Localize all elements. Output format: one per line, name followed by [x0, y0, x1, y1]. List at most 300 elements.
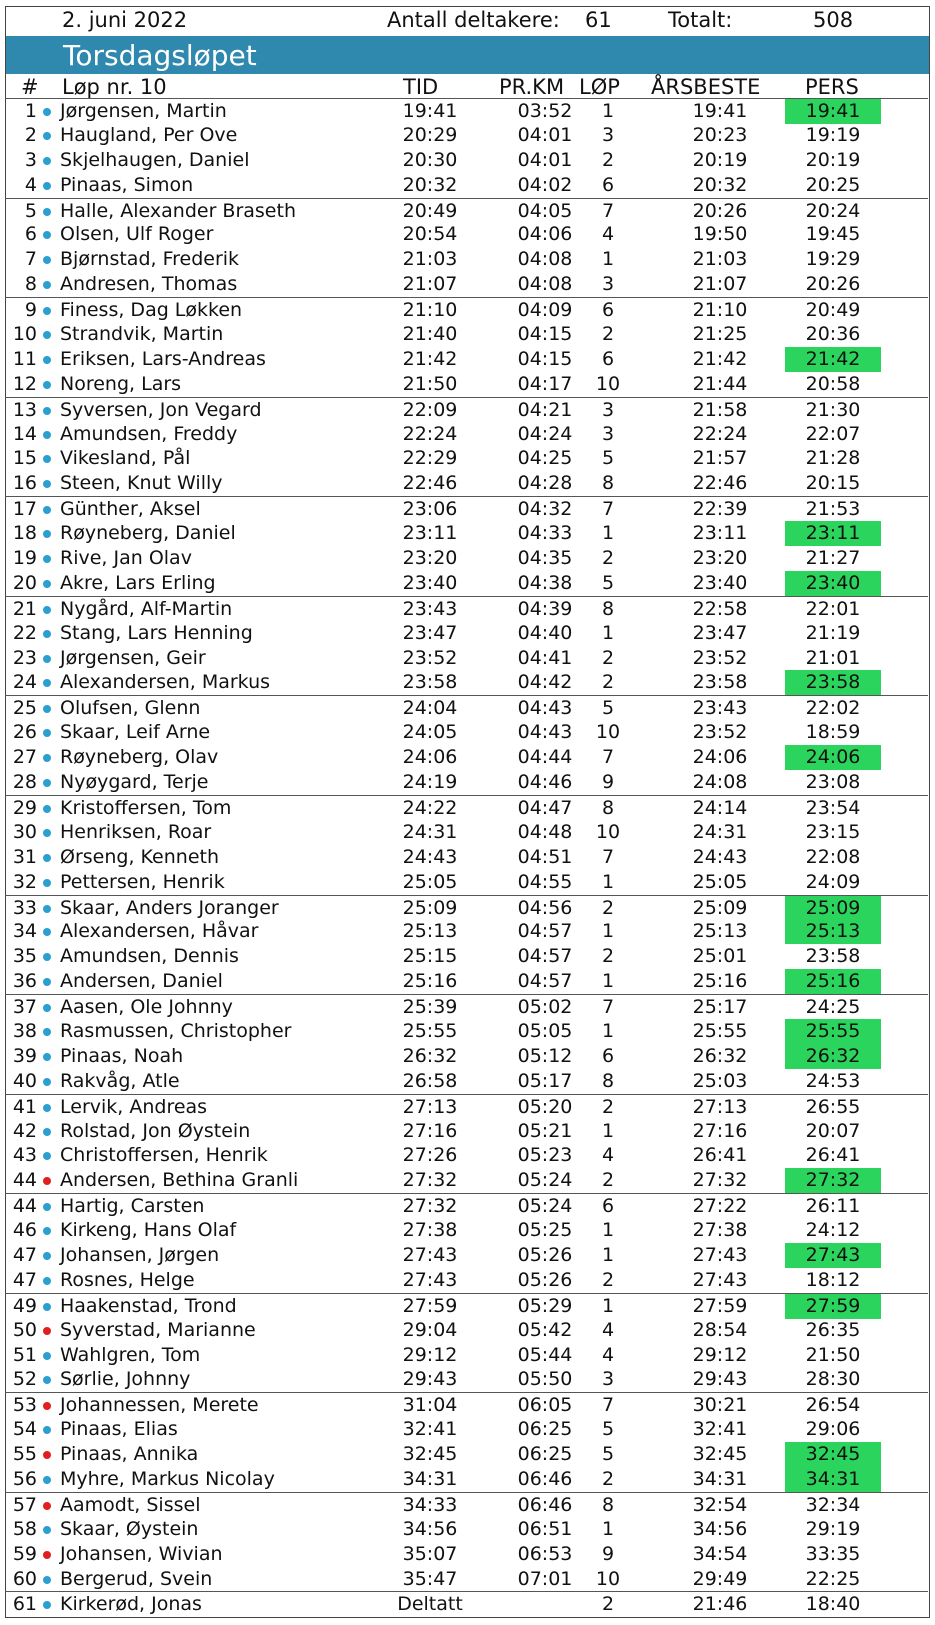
pace-cell: 04:48	[517, 820, 573, 843]
time-cell: 23:40	[402, 571, 458, 594]
rank-cell: 21	[12, 597, 37, 620]
table-row	[5, 496, 928, 521]
pace-cell: 05:26	[517, 1243, 573, 1266]
name-cell: Haugland, Per Ove	[60, 123, 238, 146]
personal-best-cell: 20:07	[805, 1119, 861, 1142]
runs-cell: 1	[601, 1294, 615, 1317]
personal-best-cell: 22:07	[805, 422, 861, 445]
time-cell: 22:24	[402, 422, 458, 445]
race-date: 2. juni 2022	[62, 8, 188, 32]
male-dot-icon	[43, 580, 51, 588]
personal-best-cell: 32:45	[785, 1442, 881, 1467]
rank-cell: 29	[12, 796, 37, 819]
pace-cell: 04:32	[517, 498, 573, 521]
name-cell: Olsen, Ulf Roger	[60, 223, 214, 246]
male-dot-icon	[43, 307, 51, 315]
male-dot-icon	[43, 655, 51, 663]
runs-cell: 2	[601, 646, 615, 669]
time-cell: 27:26	[402, 1144, 458, 1167]
table-row	[5, 148, 928, 173]
season-best-cell: 22:58	[692, 597, 748, 620]
male-dot-icon	[43, 182, 51, 190]
table-row	[5, 720, 928, 745]
table-row	[5, 272, 928, 297]
male-dot-icon	[43, 555, 51, 563]
runs-cell: 9	[601, 771, 615, 794]
rank-cell: 53	[12, 1394, 37, 1417]
rank-cell: 6	[24, 223, 37, 246]
pace-cell: 05:17	[517, 1069, 573, 1092]
male-dot-icon	[43, 1104, 51, 1112]
runs-cell: 8	[601, 1069, 615, 1092]
table-row	[5, 870, 928, 895]
male-dot-icon	[43, 1601, 51, 1609]
time-cell: 21:03	[402, 248, 458, 271]
personal-best-cell: 23:40	[785, 571, 881, 596]
table-row	[5, 521, 928, 546]
runs-cell: 6	[601, 173, 615, 196]
personal-best-cell: 20:49	[805, 299, 861, 322]
pace-cell: 04:01	[517, 123, 573, 146]
personal-best-cell: 25:16	[785, 969, 881, 994]
pace-cell: 06:46	[517, 1493, 573, 1516]
personal-best-cell: 34:31	[785, 1467, 881, 1492]
time-cell: 27:38	[402, 1219, 458, 1242]
season-best-cell: 21:46	[692, 1593, 748, 1616]
season-best-cell: 27:13	[692, 1095, 748, 1118]
name-cell: Skaar, Anders Joranger	[60, 896, 279, 919]
rank-cell: 50	[12, 1318, 37, 1341]
runs-cell: 5	[601, 1443, 615, 1466]
rank-cell: 61	[12, 1593, 37, 1616]
personal-best-cell: 19:45	[805, 223, 861, 246]
summary-line	[5, 8, 928, 36]
rank-cell: 8	[24, 273, 37, 296]
time-cell: 25:09	[402, 896, 458, 919]
name-cell: Rasmussen, Christopher	[60, 1019, 292, 1042]
rank-cell: 18	[12, 522, 37, 545]
name-cell: Steen, Knut Willy	[60, 472, 223, 495]
pace-cell: 05:44	[517, 1343, 573, 1366]
name-cell: Andresen, Thomas	[60, 273, 238, 296]
table-row	[5, 1367, 928, 1392]
season-best-cell: 25:09	[692, 896, 748, 919]
rank-cell: 7	[24, 248, 37, 271]
personal-best-cell: 20:58	[805, 372, 861, 395]
table-row	[5, 1318, 928, 1343]
time-cell: 20:32	[402, 173, 458, 196]
season-best-cell: 23:40	[692, 571, 748, 594]
runs-cell: 8	[601, 1493, 615, 1516]
male-dot-icon	[43, 705, 51, 713]
rank-cell: 60	[12, 1567, 37, 1590]
pace-cell: 05:12	[517, 1044, 573, 1067]
rank-cell: 19	[12, 547, 37, 570]
table-row	[5, 1517, 928, 1542]
season-best-cell: 32:45	[692, 1443, 748, 1466]
time-cell: 25:13	[402, 920, 458, 943]
male-dot-icon	[43, 1152, 51, 1160]
personal-best-cell: 20:36	[805, 323, 861, 346]
female-dot-icon	[43, 1451, 51, 1459]
season-best-cell: 21:10	[692, 299, 748, 322]
season-best-cell: 21:07	[692, 273, 748, 296]
season-best-cell: 25:01	[692, 945, 748, 968]
season-best-cell: 25:03	[692, 1069, 748, 1092]
table-row	[5, 198, 928, 223]
pace-cell: 04:57	[517, 970, 573, 993]
runs-cell: 3	[601, 422, 615, 445]
rank-cell: 22	[12, 621, 37, 644]
time-cell: 24:31	[402, 820, 458, 843]
season-best-cell: 24:31	[692, 820, 748, 843]
total-label: Totalt:	[668, 8, 733, 32]
personal-best-cell: 24:12	[805, 1219, 861, 1242]
runs-cell: 2	[601, 896, 615, 919]
male-dot-icon	[43, 381, 51, 389]
runs-cell: 2	[601, 1467, 615, 1490]
runs-cell: 9	[601, 1542, 615, 1565]
time-cell: 21:10	[402, 299, 458, 322]
male-dot-icon	[43, 1053, 51, 1061]
table-row	[5, 1492, 928, 1517]
season-best-cell: 21:25	[692, 323, 748, 346]
runs-cell: 1	[601, 1243, 615, 1266]
season-best-cell: 24:43	[692, 845, 748, 868]
time-cell: 19:41	[402, 100, 458, 122]
rank-cell: 1	[24, 100, 37, 122]
pace-cell: 04:08	[517, 248, 573, 271]
personal-best-cell: 28:30	[805, 1368, 861, 1391]
name-cell: Røyneberg, Daniel	[60, 522, 236, 545]
pace-cell: 04:17	[517, 372, 573, 395]
name-cell: Nyøygard, Terje	[60, 771, 209, 794]
season-best-cell: 23:58	[692, 671, 748, 694]
runs-cell: 2	[601, 1593, 615, 1616]
name-cell: Akre, Lars Erling	[60, 571, 216, 594]
pace-cell: 04:57	[517, 945, 573, 968]
rank-cell: 3	[24, 148, 37, 171]
col-pace: PR.KM	[499, 75, 565, 99]
season-best-cell: 19:50	[692, 223, 748, 246]
name-cell: Bjørnstad, Frederik	[60, 248, 240, 271]
table-row	[5, 372, 928, 397]
table-row	[5, 1019, 928, 1044]
personal-best-cell: 19:29	[805, 248, 861, 271]
name-cell: Rakvåg, Atle	[60, 1069, 180, 1092]
personal-best-cell: 21:53	[805, 498, 861, 521]
rank-cell: 32	[12, 870, 37, 893]
results-table	[5, 98, 928, 1616]
time-cell: 34:31	[402, 1467, 458, 1490]
male-dot-icon	[43, 1078, 51, 1086]
season-best-cell: 25:16	[692, 970, 748, 993]
time-cell: 25:16	[402, 970, 458, 993]
pace-cell: 04:51	[517, 845, 573, 868]
season-best-cell: 25:13	[692, 920, 748, 943]
time-cell: 34:33	[402, 1493, 458, 1516]
male-dot-icon	[43, 779, 51, 787]
season-best-cell: 22:46	[692, 472, 748, 495]
time-cell: 22:46	[402, 472, 458, 495]
time-cell: 22:29	[402, 447, 458, 470]
personal-best-cell: 26:41	[805, 1144, 861, 1167]
personal-best-cell: 19:41	[785, 99, 881, 124]
season-best-cell: 27:16	[692, 1119, 748, 1142]
season-best-cell: 26:32	[692, 1044, 748, 1067]
season-best-cell: 25:17	[692, 996, 748, 1019]
table-row	[5, 1467, 928, 1492]
table-row	[5, 919, 928, 944]
runs-cell: 1	[601, 621, 615, 644]
runs-cell: 10	[595, 1567, 621, 1590]
name-cell: Sørlie, Johnny	[60, 1368, 191, 1391]
personal-best-cell: 18:59	[805, 721, 861, 744]
pace-cell: 03:52	[517, 100, 573, 122]
runs-cell: 10	[595, 372, 621, 395]
rank-cell: 34	[12, 920, 37, 943]
runs-cell: 6	[601, 299, 615, 322]
name-cell: Olufsen, Glenn	[60, 697, 201, 720]
runs-cell: 8	[601, 796, 615, 819]
pace-cell: 05:42	[517, 1318, 573, 1341]
runs-cell: 2	[601, 945, 615, 968]
personal-best-cell: 27:59	[785, 1294, 881, 1319]
personal-best-cell: 25:13	[785, 919, 881, 944]
time-cell: 20:54	[402, 223, 458, 246]
male-dot-icon	[43, 407, 51, 415]
runs-cell: 8	[601, 597, 615, 620]
time-cell: 25:55	[402, 1019, 458, 1042]
personal-best-cell: 29:06	[805, 1418, 861, 1441]
male-dot-icon	[43, 729, 51, 737]
table-row	[5, 1094, 928, 1119]
male-dot-icon	[43, 208, 51, 216]
time-cell: 24:06	[402, 746, 458, 769]
personal-best-cell: 24:09	[805, 870, 861, 893]
table-row	[5, 1417, 928, 1442]
season-best-cell: 24:14	[692, 796, 748, 819]
table-row	[5, 670, 928, 695]
pace-cell: 05:23	[517, 1144, 573, 1167]
male-dot-icon	[43, 1227, 51, 1235]
personal-best-cell: 23:58	[805, 945, 861, 968]
pace-cell: 06:25	[517, 1418, 573, 1441]
time-cell: 35:07	[402, 1542, 458, 1565]
runs-cell: 6	[601, 347, 615, 370]
name-cell: Johansen, Wivian	[60, 1542, 223, 1565]
name-cell: Kirkerød, Jonas	[60, 1593, 202, 1616]
season-best-cell: 27:43	[692, 1243, 748, 1266]
rank-cell: 12	[12, 372, 37, 395]
name-cell: Syverstad, Marianne	[60, 1318, 256, 1341]
runs-cell: 5	[601, 571, 615, 594]
personal-best-cell: 20:26	[805, 273, 861, 296]
male-dot-icon	[43, 256, 51, 264]
name-cell: Pettersen, Henrik	[60, 870, 225, 893]
table-row	[5, 1542, 928, 1567]
name-cell: Skjelhaugen, Daniel	[60, 148, 250, 171]
male-dot-icon	[43, 679, 51, 687]
table-row	[5, 322, 928, 347]
time-cell: 23:58	[402, 671, 458, 694]
male-dot-icon	[43, 754, 51, 762]
season-best-cell: 23:47	[692, 621, 748, 644]
name-cell: Eriksen, Lars-Andreas	[60, 347, 266, 370]
rank-cell: 24	[12, 671, 37, 694]
pace-cell: 05:50	[517, 1368, 573, 1391]
pace-cell: 06:46	[517, 1467, 573, 1490]
personal-best-cell: 22:02	[805, 697, 861, 720]
time-cell: 24:43	[402, 845, 458, 868]
table-row	[5, 347, 928, 372]
male-dot-icon	[43, 928, 51, 936]
rank-cell: 36	[12, 970, 37, 993]
pace-cell: 05:24	[517, 1195, 573, 1218]
name-cell: Røyneberg, Olav	[60, 746, 219, 769]
time-cell: 24:19	[402, 771, 458, 794]
rank-cell: 59	[12, 1542, 37, 1565]
season-best-cell: 27:43	[692, 1268, 748, 1291]
pace-cell: 05:02	[517, 996, 573, 1019]
table-row	[5, 695, 928, 720]
rank-cell: 57	[12, 1493, 37, 1516]
time-cell: 27:59	[402, 1294, 458, 1317]
male-dot-icon	[43, 157, 51, 165]
table-row	[5, 646, 928, 671]
time-cell: 23:06	[402, 498, 458, 521]
personal-best-cell: 26:55	[805, 1095, 861, 1118]
table-row	[5, 297, 928, 322]
season-best-cell: 21:44	[692, 372, 748, 395]
personal-best-cell: 23:54	[805, 796, 861, 819]
male-dot-icon	[43, 606, 51, 614]
page-title: Torsdagsløpet	[63, 39, 257, 72]
table-row	[5, 397, 928, 422]
name-cell: Finess, Dag Løkken	[60, 299, 243, 322]
male-dot-icon	[43, 953, 51, 961]
col-personal-best: PERS	[805, 75, 859, 99]
runs-cell: 6	[601, 1195, 615, 1218]
season-best-cell: 20:23	[692, 123, 748, 146]
season-best-cell: 21:03	[692, 248, 748, 271]
pace-cell: 04:55	[517, 870, 573, 893]
runs-cell: 10	[595, 820, 621, 843]
pace-cell: 06:51	[517, 1517, 573, 1540]
time-cell: 27:43	[402, 1243, 458, 1266]
personal-best-cell: 21:27	[805, 547, 861, 570]
time-cell: 27:16	[402, 1119, 458, 1142]
runs-cell: 1	[601, 1019, 615, 1042]
male-dot-icon	[43, 281, 51, 289]
pace-cell: 06:25	[517, 1443, 573, 1466]
rank-cell: 37	[12, 996, 37, 1019]
pace-cell: 04:47	[517, 796, 573, 819]
runs-cell: 7	[601, 746, 615, 769]
name-cell: Skaar, Øystein	[60, 1517, 199, 1540]
name-cell: Pinaas, Annika	[60, 1443, 199, 1466]
time-cell: 23:47	[402, 621, 458, 644]
season-best-cell: 21:57	[692, 447, 748, 470]
name-cell: Andersen, Bethina Granli	[60, 1169, 299, 1192]
male-dot-icon	[43, 1476, 51, 1484]
male-dot-icon	[43, 231, 51, 239]
rank-cell: 26	[12, 721, 37, 744]
runs-cell: 2	[601, 547, 615, 570]
pace-cell: 05:26	[517, 1268, 573, 1291]
season-best-cell: 23:11	[692, 522, 748, 545]
male-dot-icon	[43, 108, 51, 116]
table-row	[5, 1069, 928, 1094]
table-row	[5, 98, 928, 123]
personal-best-cell: 20:15	[805, 472, 861, 495]
male-dot-icon	[43, 978, 51, 986]
male-dot-icon	[43, 480, 51, 488]
rank-cell: 42	[12, 1119, 37, 1142]
pace-cell: 04:46	[517, 771, 573, 794]
runs-cell: 3	[601, 123, 615, 146]
season-best-cell: 29:12	[692, 1343, 748, 1366]
time-cell: 27:32	[402, 1195, 458, 1218]
season-best-cell: 23:52	[692, 721, 748, 744]
name-cell: Alexandersen, Håvar	[60, 920, 259, 943]
rank-cell: 16	[12, 472, 37, 495]
name-cell: Pinaas, Noah	[60, 1044, 184, 1067]
male-dot-icon	[43, 1128, 51, 1136]
male-dot-icon	[43, 805, 51, 813]
season-best-cell: 23:43	[692, 697, 748, 720]
personal-best-cell: 20:25	[805, 173, 861, 196]
rank-cell: 40	[12, 1069, 37, 1092]
male-dot-icon	[43, 506, 51, 514]
rank-cell: 38	[12, 1019, 37, 1042]
rank-cell: 58	[12, 1517, 37, 1540]
rank-cell: 10	[12, 323, 37, 346]
male-dot-icon	[43, 331, 51, 339]
male-dot-icon	[43, 431, 51, 439]
season-best-cell: 32:41	[692, 1418, 748, 1441]
pace-cell: 04:41	[517, 646, 573, 669]
runs-cell: 10	[595, 721, 621, 744]
table-row	[5, 1193, 928, 1218]
pace-cell: 04:02	[517, 173, 573, 196]
season-best-cell: 19:41	[692, 100, 748, 122]
personal-best-cell: 33:35	[805, 1542, 861, 1565]
rank-cell: 28	[12, 771, 37, 794]
season-best-cell: 21:58	[692, 398, 748, 421]
rank-cell: 17	[12, 498, 37, 521]
pace-cell: 06:05	[517, 1394, 573, 1417]
rank-cell: 54	[12, 1418, 37, 1441]
time-cell: 21:50	[402, 372, 458, 395]
rank-cell: 2	[24, 123, 37, 146]
table-row	[5, 1143, 928, 1168]
table-row	[5, 1044, 928, 1069]
rank-cell: 33	[12, 896, 37, 919]
col-race: Løp nr. 10	[62, 75, 167, 99]
season-best-cell: 23:52	[692, 646, 748, 669]
table-row	[5, 820, 928, 845]
personal-best-cell: 26:35	[805, 1318, 861, 1341]
time-cell: 24:04	[402, 697, 458, 720]
season-best-cell: 27:32	[692, 1169, 748, 1192]
name-cell: Skaar, Leif Arne	[60, 721, 211, 744]
table-row	[5, 446, 928, 471]
name-cell: Pinaas, Elias	[60, 1418, 178, 1441]
season-best-cell: 26:41	[692, 1144, 748, 1167]
season-best-cell: 20:32	[692, 173, 748, 196]
col-season-best: ÅRSBESTE	[651, 75, 761, 99]
